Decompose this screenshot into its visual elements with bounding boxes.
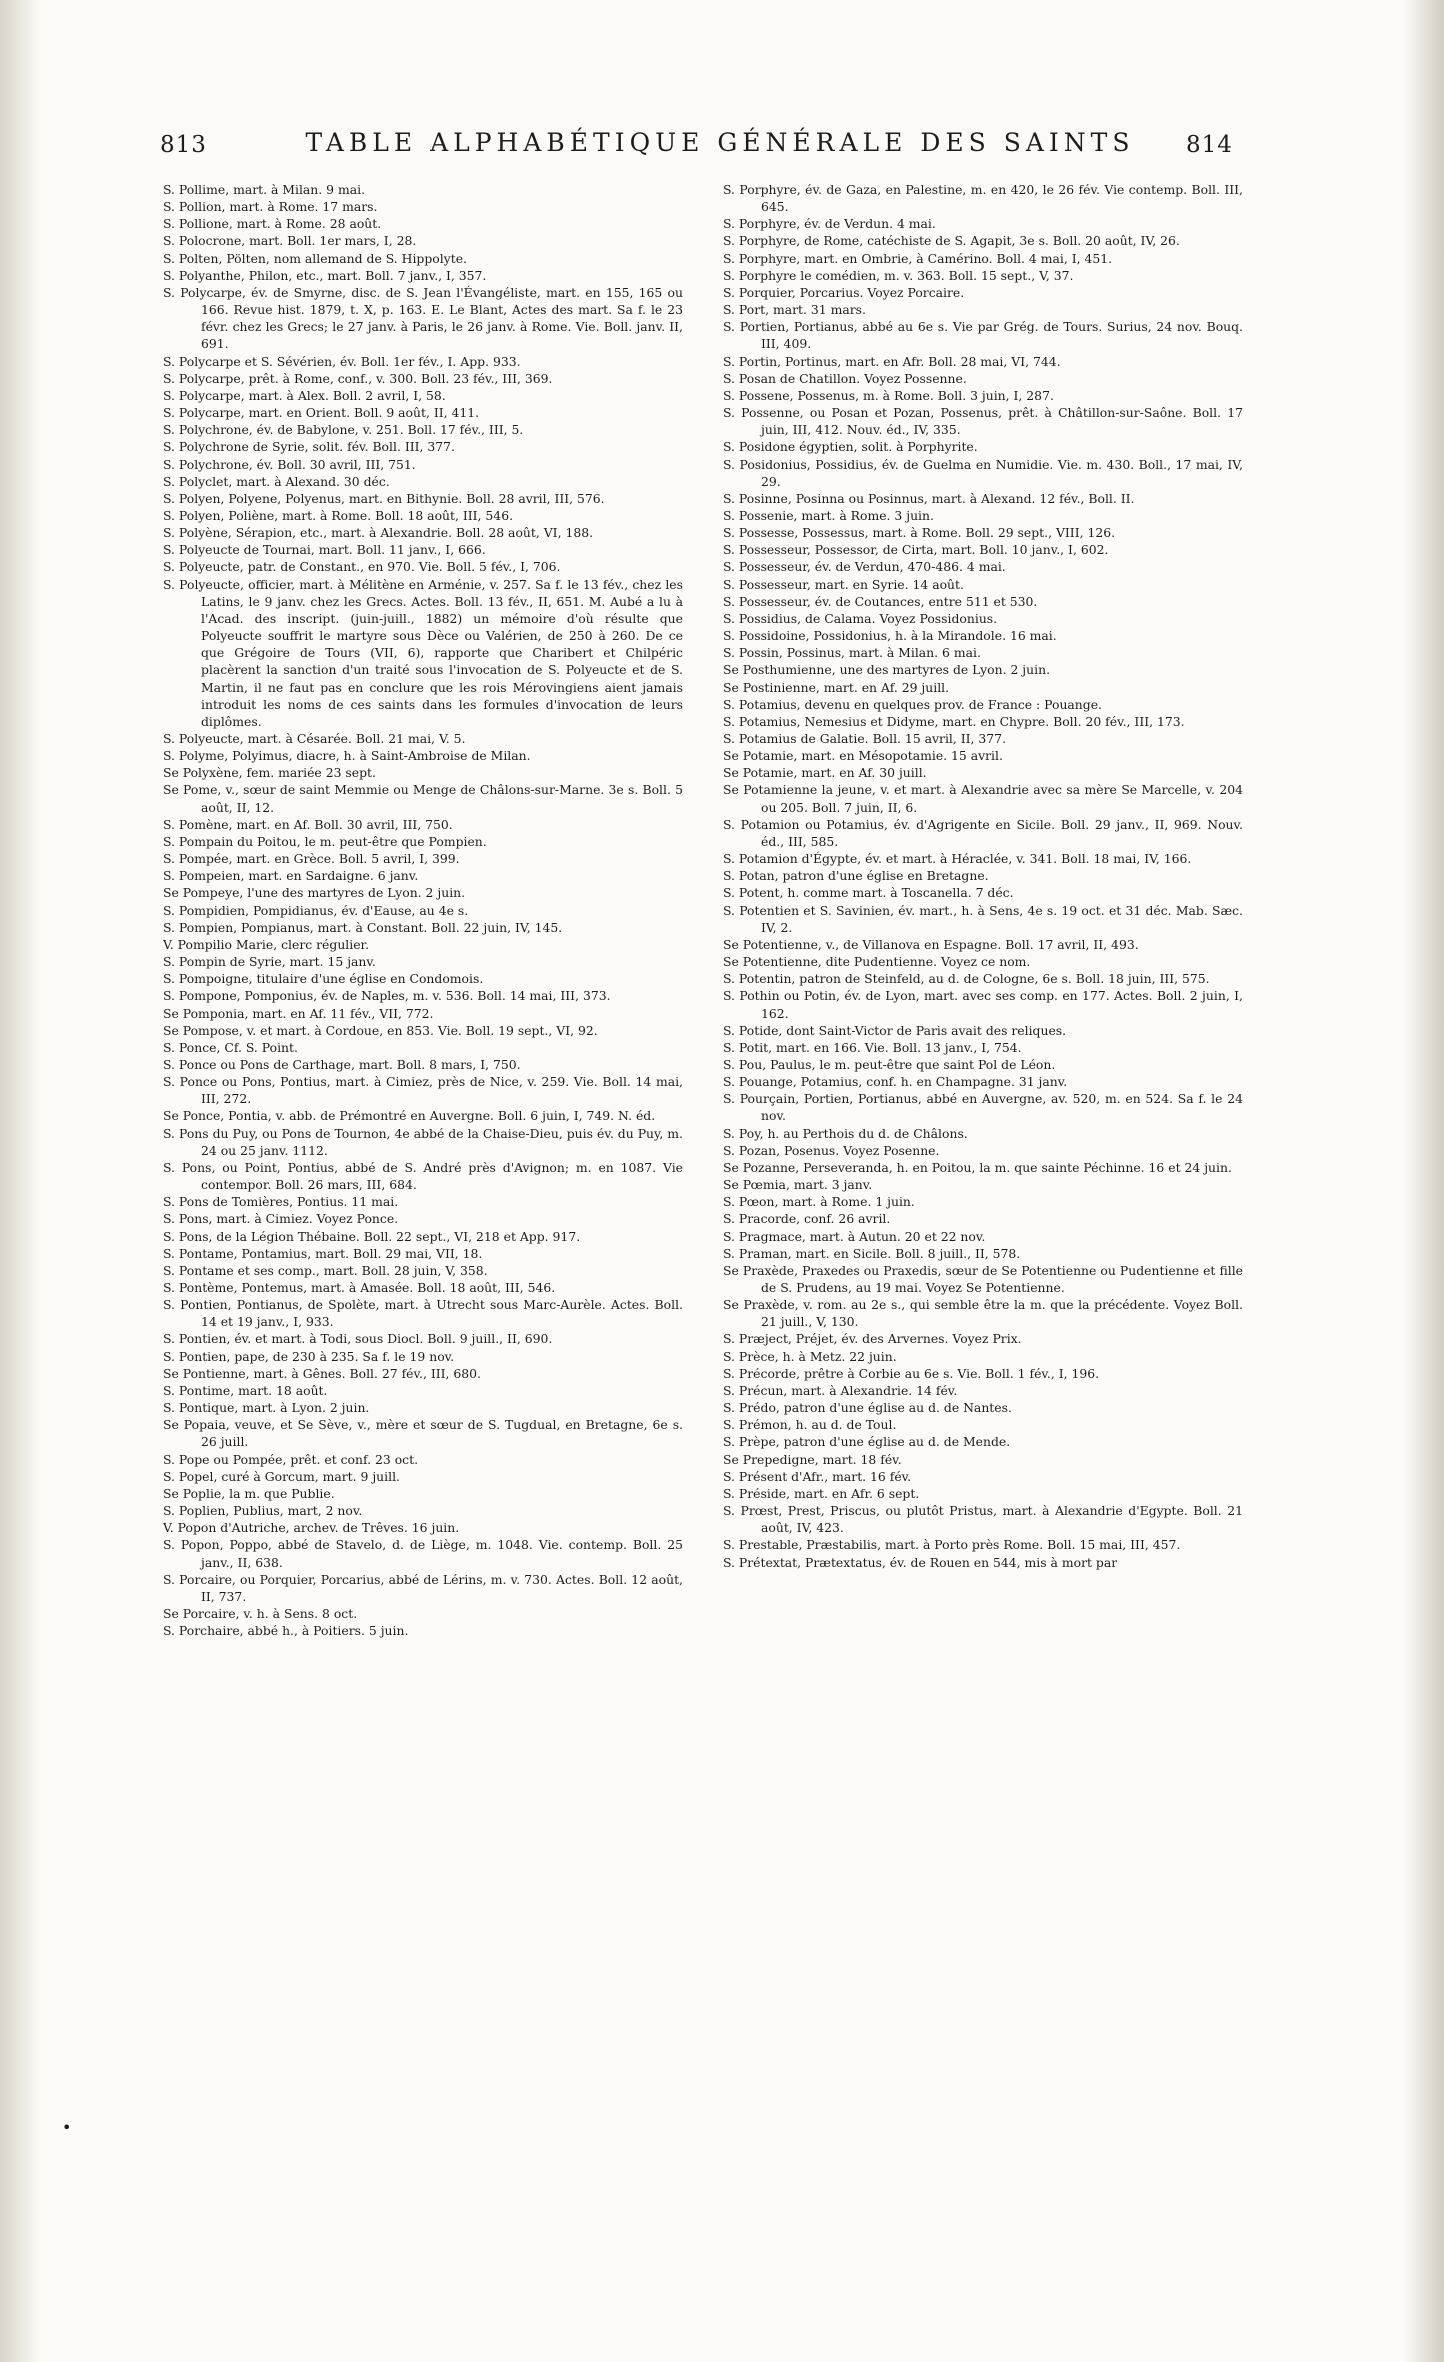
index-entry: S. Potamion d'Égypte, év. et mart. à Héraclée, v. 341. Boll. 18 mai, IV, 166.: [723, 851, 1192, 867]
index-entry: S. Pons, de la Légion Thébaine. Boll. 22 sept., VI, 218 et App. 917.: [163, 1228, 581, 1244]
index-entry: S. Popon, Poppo, abbé de Stavelo, d. de Liège, m. 1048. Vie. contemp. Boll. 25 janv., II, 638.: [163, 1537, 683, 1570]
index-entry: S. Possenne, ou Posan et Pozan, Possenus, prêt. à Châtillon-sur-Saône. Boll. 17 juin, III, 412. Nouv. éd., IV, 335.: [723, 405, 1243, 438]
index-entry: S. Polocrone, mart. Boll. 1er mars, I, 28.: [163, 233, 417, 249]
scan-edge-right: [1404, 0, 1444, 2362]
index-entry: S. Possesseur, mart. en Syrie. 14 août.: [723, 576, 964, 592]
index-entry: S. Pompien, Pompianus, mart. à Constant. Boll. 22 juin, IV, 145.: [163, 919, 563, 935]
index-entry: S. Porquier, Porcarius. Voyez Porcaire.: [723, 284, 965, 300]
index-entry: S. Potan, patron d'une église en Bretagne.: [723, 868, 989, 884]
index-entry: S. Pothin ou Potin, év. de Lyon, mart. avec ses comp. en 177. Actes. Boll. 2 juin, I, 162.: [723, 988, 1243, 1021]
index-entry: S. Polyclet, mart. à Alexand. 30 déc.: [163, 473, 390, 489]
index-entry: S. Pontien, pape, de 230 à 235. Sa f. le 19 nov.: [163, 1348, 455, 1364]
index-entry: S. Potide, dont Saint-Victor de Paris avait des reliques.: [723, 1022, 1067, 1038]
index-entry: S. Potentin, patron de Steinfeld, au d. de Cologne, 6e s. Boll. 18 juin, III, 575.: [723, 971, 1210, 987]
index-entry: Se Potamie, mart. en Af. 30 juill.: [723, 765, 927, 781]
index-entry: S. Pracorde, conf. 26 avril.: [723, 1211, 891, 1227]
index-entry: S. Pollione, mart. à Rome. 28 août.: [163, 216, 382, 232]
index-entry: Se Potentienne, dite Pudentienne. Voyez ce nom.: [723, 954, 1031, 970]
index-entry: S. Possene, Possenus, m. à Rome. Boll. 3 juin, I, 287.: [723, 387, 1054, 403]
index-entry: S. Potentien et S. Savinien, év. mart., h. à Sens, 4e s. 19 oct. et 31 déc. Mab. Sæc. IV, 2.: [723, 902, 1243, 935]
index-entry: S. Prèce, h. à Metz. 22 juin.: [723, 1348, 897, 1364]
index-entry: S. Porchaire, abbé h., à Poitiers. 5 juin.: [163, 1623, 409, 1639]
index-entry: Se Pome, v., sœur de saint Memmie ou Menge de Châlons-sur-Marne. 3e s. Boll. 5 août, II, 12.: [163, 782, 683, 815]
index-entry: S. Possin, Possinus, mart. à Milan. 6 mai.: [723, 645, 981, 661]
index-entry: S. Pompée, mart. en Grèce. Boll. 5 avril, I, 399.: [163, 851, 460, 867]
index-entry: S. Présent d'Afr., mart. 16 fév.: [723, 1468, 912, 1484]
index-entry: Se Prepedigne, mart. 18 fév.: [723, 1451, 902, 1467]
index-entry: Se Potentienne, v., de Villanova en Espagne. Boll. 17 avril, II, 493.: [723, 936, 1139, 952]
index-entry: Se Praxède, Praxedes ou Praxedis, sœur de Se Potentienne ou Pudentienne et fille de S. Prudens, au 19 mai. Voyez Se Potentienne.: [723, 1262, 1243, 1295]
index-entry: S. Pollion, mart. à Rome. 17 mars.: [163, 199, 378, 215]
index-entry: S. Possidoine, Possidonius, h. à la Mirandole. 16 mai.: [723, 628, 1057, 644]
index-entry: S. Polyène, Sérapion, etc., mart. à Alexandrie. Boll. 28 août, VI, 188.: [163, 525, 594, 541]
index-entry: Se Pompose, v. et mart. à Cordoue, en 853. Vie. Boll. 19 sept., VI, 92.: [163, 1022, 598, 1038]
index-entry: S. Pontame et ses comp., mart. Boll. 28 juin, V, 358.: [163, 1262, 488, 1278]
index-entry: V. Popon d'Autriche, archev. de Trêves. 16 juin.: [163, 1520, 460, 1536]
index-entry: S. Polycarpe, mart. en Orient. Boll. 9 août, II, 411.: [163, 405, 480, 421]
index-entry: S. Pons de Tomières, Pontius. 11 mai.: [163, 1194, 399, 1210]
index-entry: S. Pompone, Pomponius, év. de Naples, m. v. 536. Boll. 14 mai, III, 373.: [163, 988, 611, 1004]
index-entry: S. Pons, mart. à Cimiez. Voyez Ponce.: [163, 1211, 399, 1227]
index-entry: S. Pompain du Poitou, le m. peut-être que Pompien.: [163, 833, 487, 849]
index-entry: S. Prémon, h. au d. de Toul.: [723, 1417, 897, 1433]
index-entry: S. Polyeucte, mart. à Césarée. Boll. 21 mai, V. 5.: [163, 731, 466, 746]
index-entry: Se Potamienne la jeune, v. et mart. à Alexandrie avec sa mère Se Marcelle, v. 204 ou 205. Boll. 7 juin, II, 6.: [723, 782, 1243, 815]
index-entry: S. Præject, Préjet, év. des Arvernes. Voyez Prix.: [723, 1331, 1022, 1347]
index-entry: S. Pons du Puy, ou Pons de Tournon, 4e abbé de la Chaise-Dieu, puis év. du Puy, m. 24 ou 25 janv. 1112.: [163, 1125, 683, 1158]
index-entry: S. Prestable, Præstabilis, mart. à Porto près Rome. Boll. 15 mai, III, 457.: [723, 1537, 1181, 1553]
index-entry: S. Possesse, Possessus, mart. à Rome. Boll. 29 sept., VIII, 126.: [723, 525, 1116, 541]
index-entry: S. Porphyre, év. de Verdun. 4 mai.: [723, 216, 936, 232]
index-entry: S. Posidonius, Possidius, év. de Guelma en Numidie. Vie. m. 430. Boll., 17 mai, IV, 29.: [723, 456, 1243, 489]
index-entry: Se Pozanne, Perseveranda, h. en Poitou, la m. que sainte Péchinne. 16 et 24 juin.: [723, 1159, 1232, 1175]
page-title: TABLE ALPHABÉTIQUE GÉNÉRALE DES SAINTS: [305, 128, 1135, 157]
index-entry: S. Polycarpe, mart. à Alex. Boll. 2 avril, I, 58.: [163, 387, 446, 403]
index-entry: S. Pons, ou Point, Pontius, abbé de S. André près d'Avignon; m. en 1087. Vie contempor. Boll. 26 mars, III, 684.: [163, 1159, 683, 1193]
index-entry: Se Potamie, mart. en Mésopotamie. 15 avril.: [723, 748, 1003, 764]
index-entry: S. Porphyre, de Rome, catéchiste de S. Agapit, 3e s. Boll. 20 août, IV, 26.: [723, 233, 1180, 249]
index-entry: S. Pompidien, Pompidianus, év. d'Eause, au 4e s.: [163, 902, 469, 918]
page-number-left: 813: [160, 132, 207, 158]
index-entry: Se Poplie, la m. que Publie.: [163, 1485, 335, 1501]
index-entry: S. Potent, h. comme mart. à Toscanella. 7 déc.: [723, 885, 1014, 901]
right-column: [723, 181, 1243, 1571]
index-entry: S. Possesseur, Possessor, de Cirta, mart. Boll. 10 janv., I, 602.: [723, 542, 1109, 558]
index-entry: S. Portin, Portinus, mart. en Afr. Boll. 28 mai, VI, 744.: [723, 353, 1061, 369]
index-entry: S. Pontème, Pontemus, mart. à Amasée. Boll. 18 août, III, 546.: [163, 1280, 556, 1295]
index-entry: Se Pœmia, mart. 3 janv.: [723, 1177, 873, 1193]
index-entry: S. Précorde, prêtre à Corbie au 6e s. Vie. Boll. 1 fév., I, 196.: [723, 1365, 1100, 1381]
index-entry: S. Pouange, Potamius, conf. h. en Champagne. 31 janv.: [723, 1074, 1068, 1090]
index-entry: S. Porphyre le comédien, m. v. 363. Boll. 15 sept., V, 37.: [723, 267, 1074, 283]
page-number-right: 814: [1186, 132, 1233, 158]
index-entry: S. Polten, Pölten, nom allemand de S. Hippolyte.: [163, 250, 467, 266]
index-entry: S. Polyeucte de Tournai, mart. Boll. 11 janv., I, 666.: [163, 542, 486, 558]
index-entry: S. Prœst, Prest, Priscus, ou plutôt Pristus, mart. à Alexandrie d'Egypte. Boll. 21 août, IV, 423.: [723, 1503, 1243, 1536]
index-entry: S. Prèpe, patron d'une église au d. de Mende.: [723, 1434, 1011, 1450]
index-entry: S. Polychrone, év. de Babylone, v. 251. Boll. 17 fév., III, 5.: [163, 422, 524, 438]
index-entry: Se Praxède, v. rom. au 2e s., qui semble être la m. que la précédente. Voyez Boll. 21 juill., V, 130.: [723, 1297, 1243, 1330]
index-entry: S. Port, mart. 31 mars.: [723, 302, 866, 318]
index-entry: S. Portien, Portianus, abbé au 6e s. Vie par Grég. de Tours. Surius, 24 nov. Bouq. III, 409.: [723, 319, 1243, 352]
index-entry: S. Polyeucte, patr. de Constant., en 970. Vie. Boll. 5 fév., I, 706.: [163, 559, 561, 575]
index-entry: S. Potamius, devenu en quelques prov. de France : Pouange.: [723, 696, 1102, 712]
index-entry: S. Popel, curé à Gorcum, mart. 9 juill.: [163, 1468, 400, 1484]
index-entry: S. Polychrone de Syrie, solit. fév. Boll. III, 377.: [163, 439, 455, 455]
index-entry: S. Porcaire, ou Porquier, Porcarius, abbé de Lérins, m. v. 730. Actes. Boll. 12 août, II, 737.: [163, 1571, 683, 1604]
index-entry: S. Polyeucte, officier, mart. à Mélitène en Arménie, v. 257. Sa f. le 13 fév., chez les Latins, le 9 janv. chez les Grecs. Actes. Boll. 13 fév., II, 651. M. Aubé a lu à l'Acad. des inscript. (juin-juill., 1882) un mémoire d'où résulte que Polyeucte souffrit le martyre sous Dèce ou Valérien, de 250 à 260. De ce que Grégoire de Tours (VII, 6), rapporte que Charibert et Chilpéric placèrent la sanction d'un traité sous l'invocation de S. Polyeucte et de S. Martin, il ne faut pas en conclure que les rois Mérovingiens aient jamais introduit les noms de ces saints dans les formules d'invocation de leurs diplômes.: [163, 576, 683, 729]
index-entry: S. Porphyre, mart. en Ombrie, à Camérino. Boll. 4 mai, I, 451.: [723, 250, 1113, 266]
index-entry: S. Posinne, Posinna ou Posinnus, mart. à Alexand. 12 fév., Boll. II.: [723, 490, 1135, 506]
scan-edge-left: [0, 0, 40, 2362]
index-entry: S. Possidius, de Calama. Voyez Possidonius.: [723, 610, 998, 626]
index-entry: S. Polyen, Polyene, Polyenus, mart. en Bithynie. Boll. 28 avril, III, 576.: [163, 490, 605, 506]
index-entry: S. Polycarpe, prêt. à Rome, conf., v. 300. Boll. 23 fév., III, 369.: [163, 370, 553, 386]
index-entry: S. Posan de Chatillon. Voyez Possenne.: [723, 370, 967, 386]
margin-dot-icon: •: [62, 2118, 72, 2137]
index-entry: S. Porphyre, év. de Gaza, en Palestine, m. en 420, le 26 fév. Vie contemp. Boll. III, 645.: [723, 182, 1243, 215]
index-entry: S. Pœon, mart. à Rome. 1 juin.: [723, 1194, 915, 1210]
index-entry: S. Possesseur, év. de Coutances, entre 511 et 530.: [723, 593, 1038, 609]
index-entry: S. Ponce ou Pons de Carthage, mart. Boll. 8 mars, I, 750.: [163, 1056, 521, 1072]
index-entry: S. Potamion ou Potamius, év. d'Agrigente en Sicile. Boll. 29 janv., II, 969. Nouv. éd., III, 585.: [723, 816, 1243, 849]
index-entry: V. Pompilio Marie, clerc régulier.: [163, 936, 370, 952]
index-entry: S. Possesseur, év. de Verdun, 470-486. 4 mai.: [723, 559, 1006, 575]
index-entry: S. Prétextat, Prætextatus, év. de Rouen en 544, mis à mort par: [723, 1554, 1118, 1570]
index-entry: S. Ponce ou Pons, Pontius, mart. à Cimiez, près de Nice, v. 259. Vie. Boll. 14 mai, III, 272.: [163, 1074, 683, 1107]
index-entry: S. Pragmace, mart. à Autun. 20 et 22 nov.: [723, 1228, 986, 1244]
index-entry: S. Pompin de Syrie, mart. 15 janv.: [163, 954, 376, 970]
index-entry: Se Pontienne, mart. à Gênes. Boll. 27 fév., III, 680.: [163, 1365, 481, 1381]
index-entry: S. Polyme, Polyimus, diacre, h. à Saint-Ambroise de Milan.: [163, 748, 531, 764]
index-entry: S. Ponce, Cf. S. Point.: [163, 1039, 298, 1055]
index-entry: Se Posthumienne, une des martyres de Lyon. 2 juin.: [723, 662, 1051, 678]
index-entry: S. Pontique, mart. à Lyon. 2 juin.: [163, 1400, 370, 1416]
index-entry: S. Pontame, Pontamius, mart. Boll. 29 mai, VII, 18.: [163, 1245, 483, 1261]
index-entry: S. Polychrone, év. Boll. 30 avril, III, 751.: [163, 456, 416, 472]
index-entry: S. Prédo, patron d'une église au d. de Nantes.: [723, 1400, 1012, 1416]
index-entry: S. Polyanthe, Philon, etc., mart. Boll. 7 janv., I, 357.: [163, 267, 487, 283]
index-entry: Se Polyxène, fem. mariée 23 sept.: [163, 765, 376, 781]
index-entry: S. Poplien, Publius, mart, 2 nov.: [163, 1503, 363, 1519]
index-entry: S. Pontien, év. et mart. à Todi, sous Diocl. Boll. 9 juill., II, 690.: [163, 1331, 553, 1347]
index-entry: S. Pourçain, Portien, Portianus, abbé en Auvergne, av. 520, m. en 524. Sa f. le 24 nov.: [723, 1091, 1243, 1124]
index-entry: S. Pompoigne, titulaire d'une église en Condomois.: [163, 971, 484, 987]
index-entry: S. Polycarpe, év. de Smyrne, disc. de S. Jean l'Évangéliste, mart. en 155, 165 ou 166. Revue hist. 1879, t. X, p. 163. E. Le Blant, Actes des mart. Sa f. le 23 févr. chez les Grecs; le 27 janv. à Paris, le 26 janv. à Rome. Vie. Boll. janv. II, 691.: [163, 284, 683, 352]
index-entry: Se Ponce, Pontia, v. abb. de Prémontré en Auvergne. Boll. 6 juin, I, 749. N. éd.: [163, 1108, 656, 1124]
index-entry: S. Polycarpe et S. Sévérien, év. Boll. 1er fév., I. App. 933.: [163, 353, 521, 369]
index-entry: S. Pou, Paulus, le m. peut-être que saint Pol de Léon.: [723, 1056, 1056, 1072]
index-entry: Se Popaia, veuve, et Se Sève, v., mère et sœur de S. Tugdual, en Bretagne, 6e s. 26 juill.: [163, 1417, 683, 1450]
index-entry: S. Pollime, mart. à Milan. 9 mai.: [163, 182, 366, 197]
index-entry: S. Polyen, Poliène, mart. à Rome. Boll. 18 août, III, 546.: [163, 507, 514, 523]
index-entry: S. Pontien, Pontianus, de Spolète, mart. à Utrecht sous Marc-Aurèle. Actes. Boll. 14 et 19 janv., I, 933.: [163, 1297, 683, 1330]
index-entry: S. Potit, mart. en 166. Vie. Boll. 13 janv., I, 754.: [723, 1039, 1022, 1055]
index-entry: S. Potamius de Galatie. Boll. 15 avril, II, 377.: [723, 731, 1007, 746]
index-entry: Se Postinienne, mart. en Af. 29 juill.: [723, 679, 950, 695]
index-entry: Se Pomponia, mart. en Af. 11 fév., VII, 772.: [163, 1005, 434, 1021]
index-entry: S. Pontime, mart. 18 août.: [163, 1382, 328, 1398]
index-entry: S. Pozan, Posenus. Voyez Posenne.: [723, 1142, 940, 1158]
index-entry: S. Préside, mart. en Afr. 6 sept.: [723, 1485, 920, 1501]
left-column: [163, 181, 683, 1639]
index-entry: Se Porcaire, v. h. à Sens. 8 oct.: [163, 1605, 358, 1621]
index-entry: S. Praman, mart. en Sicile. Boll. 8 juill., II, 578.: [723, 1245, 1021, 1261]
index-entry: S. Possenie, mart. à Rome. 3 juin.: [723, 507, 934, 523]
index-entry: Se Pompeye, l'une des martyres de Lyon. 2 juin.: [163, 885, 466, 901]
index-entry: S. Pompeien, mart. en Sardaigne. 6 janv.: [163, 868, 419, 884]
index-entry: S. Posidone égyptien, solit. à Porphyrite.: [723, 439, 978, 455]
index-entry: S. Pope ou Pompée, prêt. et conf. 23 oct.: [163, 1451, 419, 1467]
index-entry: S. Précun, mart. à Alexandrie. 14 fév.: [723, 1382, 958, 1398]
index-entry: S. Pomène, mart. en Af. Boll. 30 avril, III, 750.: [163, 816, 453, 832]
index-entry: S. Poy, h. au Perthois du d. de Châlons.: [723, 1125, 968, 1141]
index-entry: S. Potamius, Nemesius et Didyme, mart. en Chypre. Boll. 20 fév., III, 173.: [723, 713, 1185, 729]
